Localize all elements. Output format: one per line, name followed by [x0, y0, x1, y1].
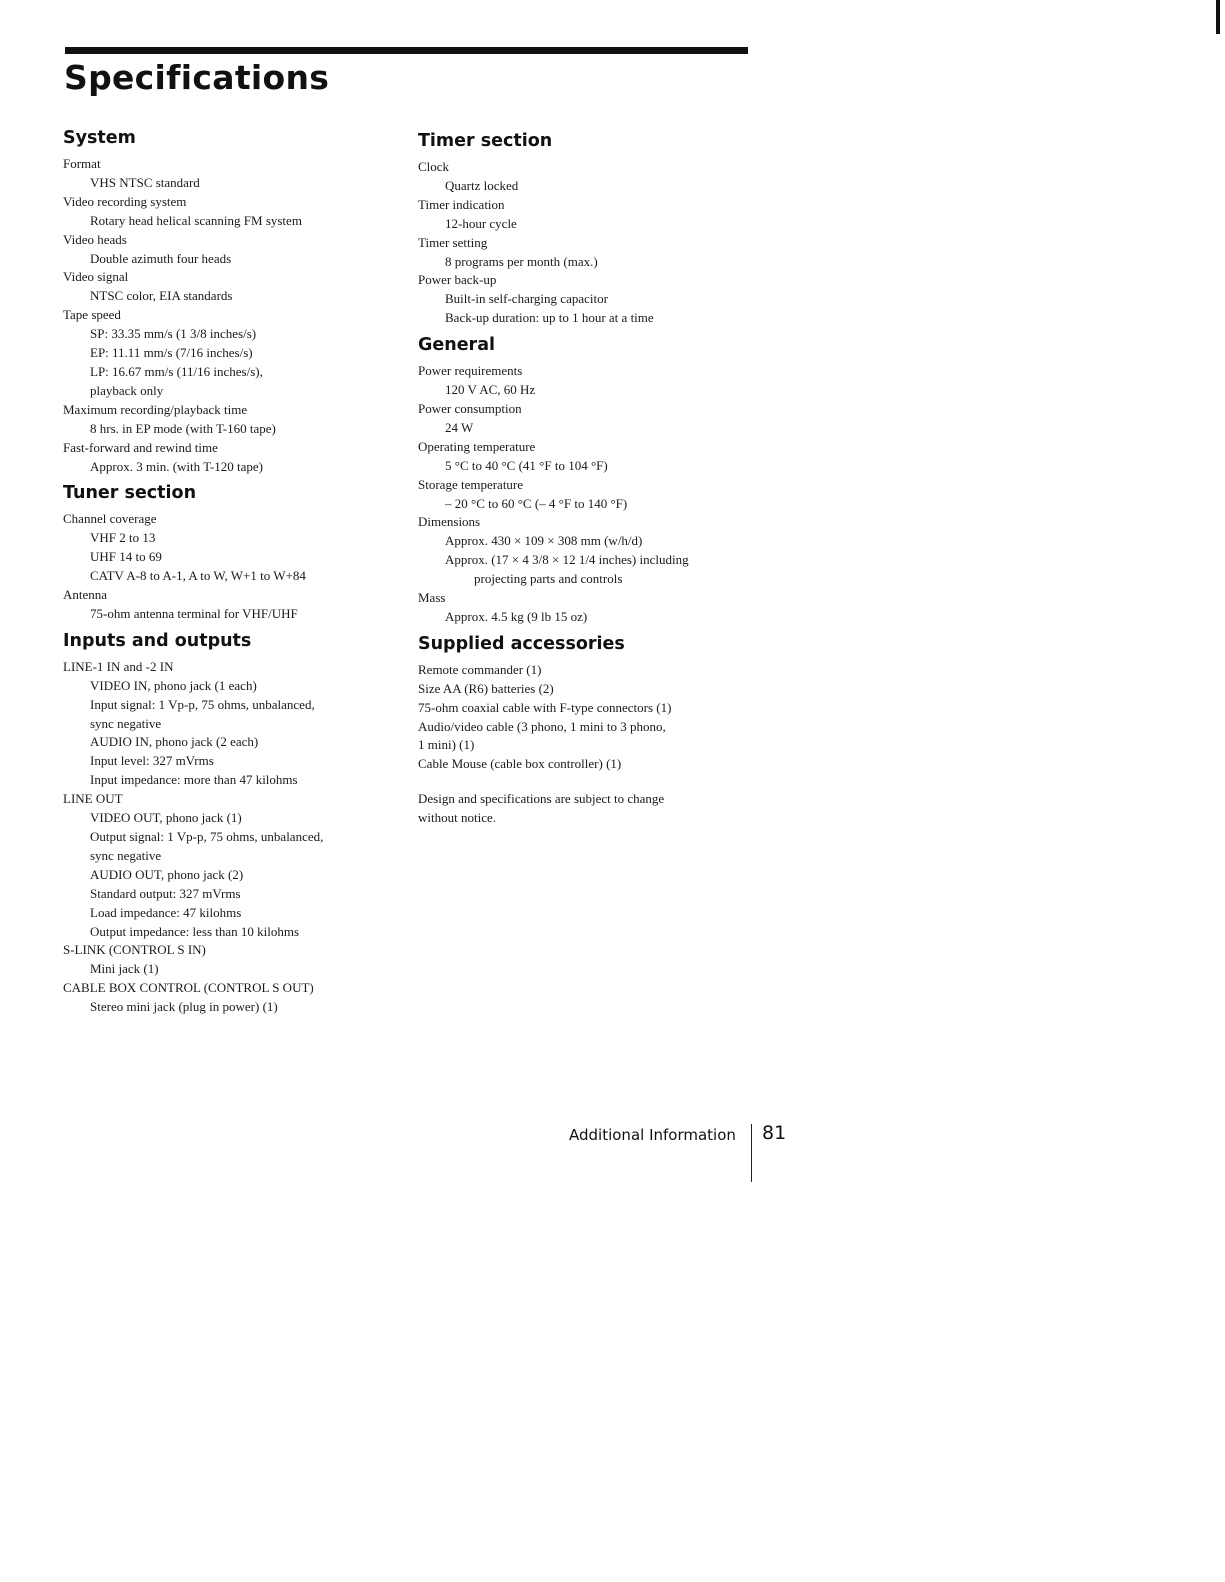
right-sections [418, 130, 748, 774]
spec-label: S-LINK (CONTROL S IN) [63, 942, 206, 958]
spec-value: EP: 11.11 mm/s (7/16 inches/s) [90, 345, 253, 361]
spec-value: Rotary head helical scanning FM system [90, 212, 302, 228]
edge-mark [1216, 0, 1220, 34]
spec-value: VHF 2 to 13 [90, 530, 156, 546]
spec-label: Operating temperature [418, 438, 536, 454]
section-heading: Supplied accessories [418, 633, 625, 654]
spec-label: Video heads [63, 231, 127, 247]
spec-value: projecting parts and controls [474, 571, 623, 587]
spec-label: Remote commander (1) [418, 661, 542, 677]
spec-label: Storage temperature [418, 476, 524, 492]
spec-value: Output signal: 1 Vp-p, 75 ohms, unbalanced, [90, 829, 324, 844]
section-supplied-accessories [418, 633, 748, 774]
footer-divider [751, 1124, 752, 1182]
section-heading: Inputs and outputs [63, 630, 252, 651]
page-number: 81 [762, 1122, 787, 1144]
spec-label: Maximum recording/playback time [63, 401, 248, 417]
section-heading: Timer section [418, 131, 553, 151]
notice [418, 790, 748, 828]
spec-value: 24 W [445, 419, 474, 435]
spec-value: 12-hour cycle [445, 215, 517, 231]
spec-label: Fast-forward and rewind time [63, 439, 218, 455]
right-column [418, 130, 748, 828]
spec-value: 75-ohm antenna terminal for VHF/UHF [90, 605, 298, 621]
spec-value: VIDEO OUT, phono jack (1) [90, 810, 242, 826]
section-system [63, 127, 393, 476]
spec-label: Video signal [63, 269, 129, 285]
section-tuner-section [63, 482, 393, 623]
spec-value: 8 hrs. in EP mode (with T-160 tape) [90, 420, 276, 436]
spec-value: Double azimuth four heads [90, 250, 232, 266]
spec-label: Audio/video cable (3 phono, 1 mini to 3 phono, [418, 718, 666, 734]
spec-label: Timer indication [418, 196, 505, 212]
notice-line: Design and specifications are subject to change [418, 791, 665, 807]
spec-value: LP: 16.67 mm/s (11/16 inches/s), [90, 363, 263, 379]
spec-value: 5 °C to 40 °C (41 °F to 104 °F) [445, 457, 608, 473]
spec-value: Input signal: 1 Vp-p, 75 ohms, unbalanced, [90, 696, 315, 712]
spec-label: Power consumption [418, 400, 522, 416]
spec-value: Approx. 3 min. (with T-120 tape) [90, 458, 263, 474]
spec-value: AUDIO OUT, phono jack (2) [90, 866, 244, 882]
spec-value: Stereo mini jack (plug in power) (1) [90, 999, 278, 1015]
spec-value: sync negative [90, 847, 162, 863]
section-inputs-and-outputs [63, 630, 393, 1017]
spec-value: CATV A-8 to A-1, A to W, W+1 to W+84 [90, 568, 306, 584]
spec-value: AUDIO IN, phono jack (2 each) [90, 734, 259, 750]
spec-label: Size AA (R6) batteries (2) [418, 680, 554, 696]
spec-value: Built-in self-charging capacitor [445, 291, 608, 307]
spec-label: Power back-up [418, 272, 497, 288]
section-heading: Tuner section [63, 483, 197, 504]
spec-value: SP: 33.35 mm/s (1 3/8 inches/s) [90, 326, 257, 342]
spec-value: Mini jack (1) [90, 961, 159, 977]
spec-value: 8 programs per month (max.) [445, 253, 598, 269]
spec-label: Mass [418, 590, 446, 606]
spec-value: Input impedance: more than 47 kilohms [90, 772, 298, 788]
spec-label: Antenna [63, 587, 108, 603]
spec-value: Approx. 430 × 109 × 308 mm (w/h/d) [445, 533, 643, 549]
spec-value: Load impedance: 47 kilohms [90, 904, 242, 920]
spec-value: VIDEO IN, phono jack (1 each) [90, 677, 257, 693]
section-heading: System [63, 128, 136, 148]
footer-section-label: Additional Information [569, 1126, 736, 1144]
section-heading: General [418, 335, 495, 356]
spec-label: Tape speed [63, 307, 121, 323]
spec-label: Clock [418, 159, 450, 174]
spec-value: Approx. 4.5 kg (9 lb 15 oz) [445, 608, 588, 624]
spec-label: Power requirements [418, 363, 523, 379]
left-column [63, 127, 393, 1023]
spec-label: Timer setting [418, 234, 488, 250]
spec-value: Approx. (17 × 4 3/8 × 12 1/4 inches) including [445, 552, 689, 568]
page-title: Specifications [64, 58, 330, 97]
spec-value: VHS NTSC standard [90, 174, 200, 190]
spec-label: Format [63, 156, 101, 171]
spec-value: Standard output: 327 mVrms [90, 885, 241, 901]
spec-label: CABLE BOX CONTROL (CONTROL S OUT) [63, 980, 314, 996]
notice-line: without notice. [418, 810, 496, 826]
spec-value: playback only [90, 382, 164, 398]
section-timer-section [418, 130, 748, 328]
spec-label: LINE OUT [63, 791, 123, 807]
spec-value: 120 V AC, 60 Hz [445, 382, 536, 398]
spec-value: – 20 °C to 60 °C (– 4 °F to 140 °F) [445, 495, 628, 511]
spec-value: NTSC color, EIA standards [90, 288, 233, 304]
spec-label: 1 mini) (1) [418, 737, 475, 753]
spec-value: Quartz locked [445, 177, 519, 193]
spec-value: Output impedance: less than 10 kilohms [90, 923, 300, 939]
spec-label: Dimensions [418, 514, 481, 530]
spec-value: Back-up duration: up to 1 hour at a time [445, 310, 654, 326]
section-general [418, 334, 748, 627]
spec-label: Cable Mouse (cable box controller) (1) [418, 756, 622, 772]
spec-label: Video recording system [63, 193, 187, 209]
spec-value: Input level: 327 mVrms [90, 753, 214, 769]
title-rule [65, 47, 748, 54]
spec-label: 75-ohm coaxial cable with F-type connectors (1) [418, 699, 672, 715]
spec-label: Channel coverage [63, 511, 157, 527]
spec-value: UHF 14 to 69 [90, 549, 162, 565]
spec-value: sync negative [90, 715, 162, 731]
spec-label: LINE-1 IN and -2 IN [63, 658, 174, 674]
